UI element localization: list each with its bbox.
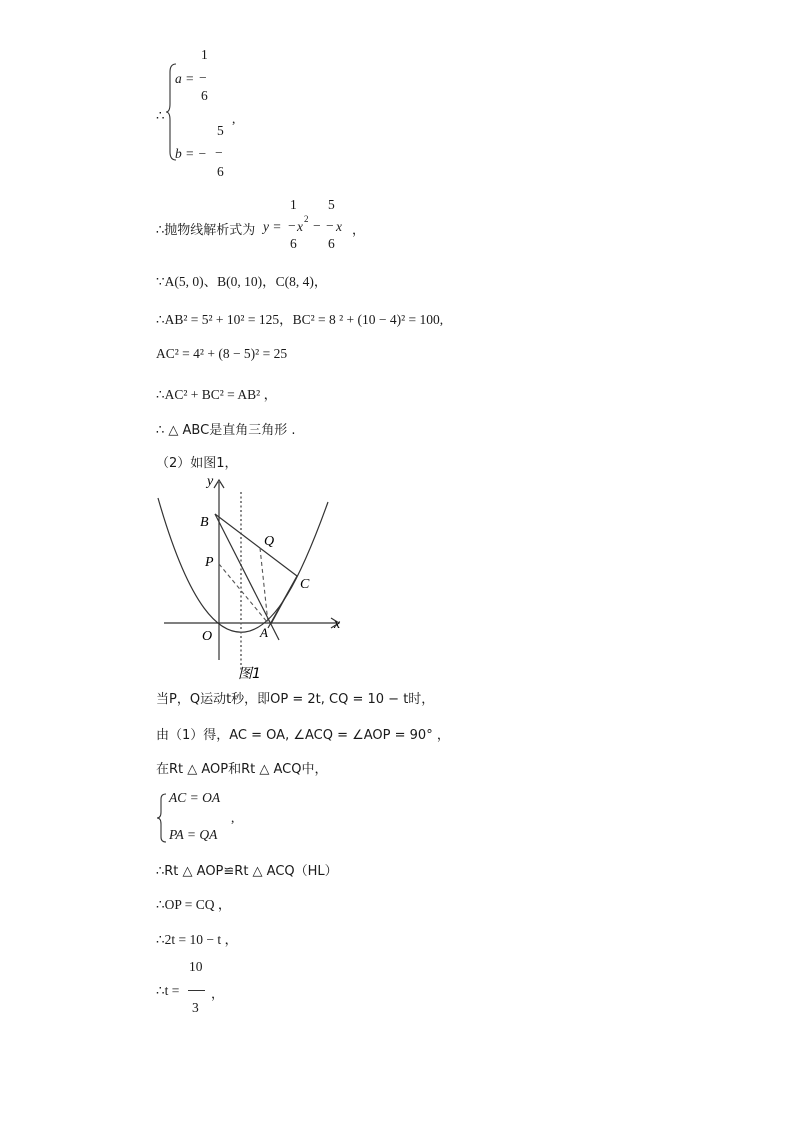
frac-b-bar: −	[215, 145, 223, 160]
label-y: y	[207, 474, 214, 489]
frac-b-numerator: 5	[217, 123, 224, 138]
label-p: P	[205, 555, 214, 570]
frac-a-denominator: 6	[201, 88, 208, 103]
final-therefore: ∴t =	[156, 983, 180, 998]
final-numerator: 10	[189, 959, 203, 974]
right-triangle-line: ∴ △ ABC是直角三角形 .	[156, 423, 296, 438]
parabola-y-eq: y =	[263, 219, 282, 234]
label-c: C	[300, 577, 310, 592]
part2-line: （2）如图1，	[156, 456, 238, 471]
parabola-num2: 5	[328, 197, 335, 212]
segment-ca-2	[271, 580, 295, 624]
parabola-bar2: −	[326, 218, 334, 233]
when-line: 当P，Q运动t秒，即OP = 2t, CQ = 10 − t时，	[156, 692, 435, 707]
left-brace-2-icon	[157, 793, 167, 843]
final-comma: ，	[211, 987, 225, 1002]
frac-b-denominator: 6	[217, 164, 224, 179]
system-comma: ,	[232, 111, 236, 126]
frac-a-numerator: 1	[201, 47, 208, 62]
parabola-den2: 6	[328, 236, 335, 251]
segment-bc	[215, 514, 297, 576]
label-a: A	[260, 625, 268, 640]
figure-1	[150, 470, 360, 682]
parabola-curve	[158, 498, 328, 632]
final-denominator: 3	[192, 1000, 199, 1015]
from1-line: 由（1）得，AC = OA, ∠ACQ = ∠AOP = 90° ，	[156, 728, 450, 743]
figure-caption: 图1	[238, 666, 261, 682]
parabola-den1: 6	[290, 236, 297, 251]
b-lhs: b = −	[175, 146, 207, 161]
ac-line: AC² = 4² + (8 − 5)² = 25	[156, 346, 288, 361]
label-q: Q	[264, 534, 275, 549]
parabola-tail: ，	[352, 223, 366, 238]
a-lhs: a =	[175, 71, 195, 86]
sum-line: ∴AC² + BC² = AB² ，	[156, 387, 278, 402]
parabola-num1: 1	[290, 197, 297, 212]
parabola-prefix: ∴抛物线解析式为	[156, 223, 256, 238]
parabola-minus: −	[313, 218, 321, 233]
segment-pa	[219, 564, 268, 623]
label-x: x	[334, 617, 341, 632]
parabola-square: 2	[304, 214, 309, 224]
parabola-x: x	[336, 219, 342, 234]
label-o: O	[202, 629, 213, 644]
points-line: ∵A(5, 0)、B(0, 10)，C(8, 4)，	[156, 274, 328, 289]
parabola-bar1: −	[288, 218, 296, 233]
in-triangles-line: 在Rt △ AOP和Rt △ ACQ中，	[156, 762, 328, 777]
ab-bc-line: ∴AB² = 5² + 10² = 125，BC² = 8 ² + (10 − 4)² = 100,	[156, 312, 444, 327]
equation-t-line: ∴2t = 10 − t ，	[156, 932, 238, 947]
frac-a-bar: −	[199, 70, 207, 85]
final-fraction-bar	[188, 990, 205, 991]
segment-ba	[215, 514, 279, 640]
therefore-symbol: ∴	[156, 108, 165, 123]
system-2-comma: ,	[231, 810, 235, 825]
op-cq-line: ∴OP = CQ ，	[156, 897, 232, 912]
parabola-x2: x	[297, 219, 303, 234]
system-row-2: PA = QA	[169, 827, 218, 842]
label-b: B	[200, 515, 209, 530]
congruent-line: ∴Rt △ AOP≌Rt △ ACQ（HL）	[156, 864, 338, 879]
system-row-1: AC = OA	[169, 790, 221, 805]
